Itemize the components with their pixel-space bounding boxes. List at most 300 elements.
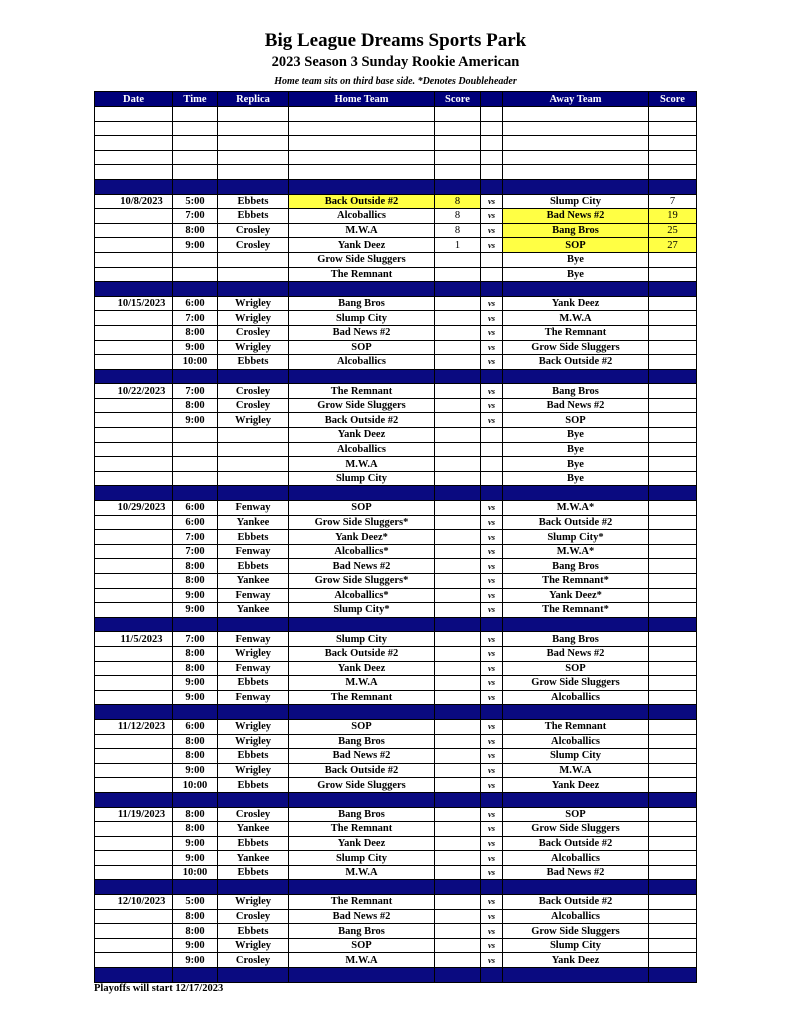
game-time: 7:00	[173, 311, 218, 326]
vs-label: vs	[481, 646, 503, 661]
vs-label: vs	[481, 661, 503, 676]
home-score	[435, 676, 481, 691]
blank-cell	[218, 136, 289, 151]
separator-cell	[503, 792, 649, 807]
blank-cell	[435, 150, 481, 165]
game-time: 8:00	[173, 661, 218, 676]
home-score	[435, 807, 481, 822]
away-team: Bye	[503, 252, 649, 267]
home-team: SOP	[289, 340, 435, 355]
vs-label: vs	[481, 296, 503, 311]
home-score	[435, 924, 481, 939]
game-replica: Crosley	[218, 953, 289, 968]
game-time: 5:00	[173, 895, 218, 910]
away-team: Grow Side Sluggers	[503, 676, 649, 691]
away-team: Bang Bros	[503, 384, 649, 399]
separator-cell	[649, 369, 697, 384]
away-team: SOP	[503, 238, 649, 253]
vs-label: vs	[481, 851, 503, 866]
game-row	[95, 646, 697, 661]
vs-label: vs	[481, 238, 503, 253]
away-team: Bad News #2	[503, 646, 649, 661]
separator-cell	[218, 486, 289, 501]
game-time: 8:00	[173, 749, 218, 764]
home-team: M.W.A	[289, 457, 435, 472]
blank-cell	[95, 107, 173, 122]
away-team: Bye	[503, 457, 649, 472]
away-team: Slump City	[503, 194, 649, 209]
week-separator	[95, 792, 697, 807]
game-date	[95, 223, 173, 238]
col-header-away-team: Away Team	[503, 92, 649, 107]
week-separator	[95, 486, 697, 501]
home-team: Yank Deez	[289, 428, 435, 443]
separator-cell	[435, 968, 481, 983]
away-score	[649, 559, 697, 574]
home-score	[435, 413, 481, 428]
blank-cell	[649, 136, 697, 151]
game-replica: Fenway	[218, 588, 289, 603]
home-team: Bad News #2	[289, 325, 435, 340]
blank-cell	[289, 107, 435, 122]
home-score	[435, 355, 481, 370]
away-score	[649, 749, 697, 764]
home-team: Back Outside #2	[289, 194, 435, 209]
game-replica: Ebbets	[218, 924, 289, 939]
away-score	[649, 763, 697, 778]
game-date	[95, 311, 173, 326]
game-row	[95, 574, 697, 589]
blank-cell	[481, 165, 503, 180]
game-replica: Wrigley	[218, 296, 289, 311]
game-time: 6:00	[173, 515, 218, 530]
vs-label	[481, 252, 503, 267]
separator-cell	[173, 369, 218, 384]
away-team: The Remnant*	[503, 603, 649, 618]
game-date	[95, 588, 173, 603]
blank-cell	[173, 136, 218, 151]
game-time: 8:00	[173, 398, 218, 413]
separator-cell	[173, 617, 218, 632]
away-score	[649, 719, 697, 734]
blank-cell	[218, 107, 289, 122]
away-team: Bye	[503, 442, 649, 457]
vs-label	[481, 428, 503, 443]
away-team: Grow Side Sluggers	[503, 340, 649, 355]
away-score	[649, 515, 697, 530]
separator-cell	[649, 179, 697, 194]
game-row	[95, 384, 697, 399]
game-row	[95, 501, 697, 516]
home-team: Alcoballics	[289, 355, 435, 370]
game-date	[95, 734, 173, 749]
separator-cell	[289, 968, 435, 983]
separator-cell	[503, 705, 649, 720]
game-replica	[218, 252, 289, 267]
home-score	[435, 836, 481, 851]
game-row	[95, 398, 697, 413]
away-score	[649, 836, 697, 851]
vs-label: vs	[481, 909, 503, 924]
separator-cell	[481, 705, 503, 720]
game-date	[95, 661, 173, 676]
home-score	[435, 822, 481, 837]
game-date	[95, 865, 173, 880]
home-score	[435, 646, 481, 661]
separator-cell	[95, 617, 173, 632]
separator-cell	[218, 617, 289, 632]
away-score	[649, 851, 697, 866]
vs-label: vs	[481, 384, 503, 399]
game-replica: Wrigley	[218, 413, 289, 428]
home-score	[435, 515, 481, 530]
away-team: Grow Side Sluggers	[503, 924, 649, 939]
away-team: Bye	[503, 267, 649, 282]
home-score	[435, 632, 481, 647]
game-replica: Wrigley	[218, 646, 289, 661]
vs-label	[481, 442, 503, 457]
game-date	[95, 690, 173, 705]
vs-label: vs	[481, 690, 503, 705]
away-score: 25	[649, 223, 697, 238]
blank-cell	[503, 150, 649, 165]
separator-cell	[481, 880, 503, 895]
game-date: 10/29/2023	[95, 501, 173, 516]
separator-cell	[503, 617, 649, 632]
game-time: 9:00	[173, 340, 218, 355]
game-replica: Ebbets	[218, 209, 289, 224]
away-score	[649, 267, 697, 282]
game-date	[95, 851, 173, 866]
week-separator	[95, 282, 697, 297]
away-score	[649, 938, 697, 953]
home-team: Alcoballics	[289, 209, 435, 224]
game-time: 9:00	[173, 763, 218, 778]
separator-cell	[649, 968, 697, 983]
vs-label: vs	[481, 544, 503, 559]
game-replica: Crosley	[218, 238, 289, 253]
game-replica: Fenway	[218, 661, 289, 676]
away-score	[649, 413, 697, 428]
game-time: 9:00	[173, 413, 218, 428]
separator-cell	[289, 705, 435, 720]
away-team: Bad News #2	[503, 398, 649, 413]
game-time: 8:00	[173, 325, 218, 340]
game-replica	[218, 267, 289, 282]
blank-cell	[173, 150, 218, 165]
home-team: Grow Side Sluggers	[289, 252, 435, 267]
away-score	[649, 311, 697, 326]
away-score	[649, 865, 697, 880]
separator-cell	[289, 880, 435, 895]
game-row	[95, 559, 697, 574]
game-row	[95, 588, 697, 603]
blank-cell	[173, 107, 218, 122]
game-time: 5:00	[173, 194, 218, 209]
page-subtitle: 2023 Season 3 Sunday Rookie American	[271, 54, 520, 70]
vs-label: vs	[481, 355, 503, 370]
home-team: The Remnant	[289, 690, 435, 705]
blank-cell	[435, 165, 481, 180]
vs-label: vs	[481, 588, 503, 603]
game-date	[95, 909, 173, 924]
separator-cell	[95, 369, 173, 384]
game-replica	[218, 442, 289, 457]
game-time: 9:00	[173, 603, 218, 618]
away-score	[649, 530, 697, 545]
separator-cell	[649, 486, 697, 501]
home-score	[435, 763, 481, 778]
home-team: Back Outside #2	[289, 413, 435, 428]
game-replica: Wrigley	[218, 938, 289, 953]
home-score	[435, 398, 481, 413]
game-time: 7:00	[173, 530, 218, 545]
game-date	[95, 938, 173, 953]
home-team: Back Outside #2	[289, 763, 435, 778]
home-team: Alcoballics*	[289, 544, 435, 559]
game-row	[95, 340, 697, 355]
game-row	[95, 603, 697, 618]
separator-cell	[649, 617, 697, 632]
separator-cell	[481, 968, 503, 983]
separator-cell	[218, 880, 289, 895]
game-row	[95, 530, 697, 545]
separator-cell	[435, 792, 481, 807]
week-separator	[95, 705, 697, 720]
blank-cell	[435, 121, 481, 136]
away-team: Slump City*	[503, 530, 649, 545]
away-team: Alcoballics	[503, 909, 649, 924]
game-time: 8:00	[173, 807, 218, 822]
home-score	[435, 734, 481, 749]
home-score	[435, 895, 481, 910]
away-score	[649, 603, 697, 618]
game-time: 9:00	[173, 836, 218, 851]
game-row	[95, 209, 697, 224]
vs-label: vs	[481, 924, 503, 939]
vs-label: vs	[481, 223, 503, 238]
game-row	[95, 734, 697, 749]
game-replica: Ebbets	[218, 676, 289, 691]
vs-label: vs	[481, 763, 503, 778]
away-score	[649, 588, 697, 603]
away-team: M.W.A*	[503, 544, 649, 559]
away-team: Bang Bros	[503, 559, 649, 574]
away-team: Bad News #2	[503, 209, 649, 224]
game-replica: Yankee	[218, 515, 289, 530]
game-row	[95, 953, 697, 968]
game-replica: Wrigley	[218, 719, 289, 734]
game-row	[95, 252, 697, 267]
game-replica: Crosley	[218, 223, 289, 238]
vs-label: vs	[481, 413, 503, 428]
separator-cell	[218, 179, 289, 194]
game-row	[95, 865, 697, 880]
game-row	[95, 895, 697, 910]
home-score	[435, 953, 481, 968]
game-replica: Ebbets	[218, 749, 289, 764]
away-team: Bad News #2	[503, 865, 649, 880]
away-score	[649, 734, 697, 749]
game-replica	[218, 457, 289, 472]
away-score	[649, 807, 697, 822]
home-team: M.W.A	[289, 223, 435, 238]
vs-label: vs	[481, 865, 503, 880]
home-team: Bad News #2	[289, 909, 435, 924]
home-score	[435, 574, 481, 589]
away-team: M.W.A	[503, 311, 649, 326]
away-score	[649, 428, 697, 443]
separator-cell	[95, 880, 173, 895]
blank-cell	[95, 136, 173, 151]
separator-cell	[289, 179, 435, 194]
game-replica: Ebbets	[218, 355, 289, 370]
separator-cell	[503, 179, 649, 194]
away-team: Alcoballics	[503, 734, 649, 749]
away-score	[649, 340, 697, 355]
vs-label: vs	[481, 340, 503, 355]
away-score	[649, 544, 697, 559]
separator-cell	[173, 179, 218, 194]
blank-row	[95, 107, 697, 122]
separator-cell	[435, 179, 481, 194]
game-row	[95, 544, 697, 559]
home-score	[435, 690, 481, 705]
away-team: The Remnant	[503, 325, 649, 340]
game-time: 8:00	[173, 646, 218, 661]
separator-cell	[481, 792, 503, 807]
game-row	[95, 428, 697, 443]
away-score	[649, 252, 697, 267]
game-time: 9:00	[173, 588, 218, 603]
home-score	[435, 778, 481, 793]
home-team: M.W.A	[289, 676, 435, 691]
game-date	[95, 252, 173, 267]
game-replica	[218, 428, 289, 443]
home-team: M.W.A	[289, 953, 435, 968]
home-team: Yank Deez	[289, 661, 435, 676]
vs-label: vs	[481, 311, 503, 326]
away-score: 27	[649, 238, 697, 253]
game-row	[95, 836, 697, 851]
away-score	[649, 924, 697, 939]
game-time: 8:00	[173, 574, 218, 589]
game-row	[95, 676, 697, 691]
home-score	[435, 252, 481, 267]
game-time: 8:00	[173, 734, 218, 749]
game-date: 10/22/2023	[95, 384, 173, 399]
game-time	[173, 442, 218, 457]
away-score	[649, 296, 697, 311]
separator-cell	[481, 179, 503, 194]
away-team: Yank Deez*	[503, 588, 649, 603]
separator-cell	[173, 968, 218, 983]
separator-cell	[435, 369, 481, 384]
away-team: Yank Deez	[503, 778, 649, 793]
blank-cell	[218, 150, 289, 165]
away-score	[649, 325, 697, 340]
home-score	[435, 865, 481, 880]
game-date	[95, 471, 173, 486]
home-team: Back Outside #2	[289, 646, 435, 661]
separator-cell	[435, 617, 481, 632]
game-time: 9:00	[173, 851, 218, 866]
game-replica: Wrigley	[218, 340, 289, 355]
away-team: Yank Deez	[503, 296, 649, 311]
game-date: 10/15/2023	[95, 296, 173, 311]
blank-row	[95, 165, 697, 180]
blank-cell	[503, 136, 649, 151]
table-header-row	[95, 92, 697, 107]
separator-cell	[503, 486, 649, 501]
game-date	[95, 603, 173, 618]
game-date	[95, 836, 173, 851]
separator-cell	[289, 486, 435, 501]
home-team: SOP	[289, 501, 435, 516]
separator-cell	[173, 282, 218, 297]
blank-cell	[218, 121, 289, 136]
home-team: Slump City*	[289, 603, 435, 618]
home-team: Slump City	[289, 471, 435, 486]
home-team: The Remnant	[289, 267, 435, 282]
game-replica: Crosley	[218, 384, 289, 399]
week-separator	[95, 617, 697, 632]
week-separator	[95, 880, 697, 895]
away-score: 19	[649, 209, 697, 224]
away-score: 7	[649, 194, 697, 209]
game-date	[95, 428, 173, 443]
away-team: Yank Deez	[503, 953, 649, 968]
game-time: 7:00	[173, 632, 218, 647]
home-score	[435, 325, 481, 340]
game-replica: Fenway	[218, 632, 289, 647]
game-time: 8:00	[173, 223, 218, 238]
game-replica: Ebbets	[218, 530, 289, 545]
separator-cell	[218, 369, 289, 384]
vs-label: vs	[481, 398, 503, 413]
away-team: Back Outside #2	[503, 895, 649, 910]
game-time: 9:00	[173, 953, 218, 968]
separator-cell	[95, 282, 173, 297]
home-score	[435, 457, 481, 472]
separator-cell	[481, 369, 503, 384]
game-row	[95, 267, 697, 282]
game-time: 10:00	[173, 865, 218, 880]
game-date	[95, 953, 173, 968]
separator-cell	[218, 968, 289, 983]
separator-cell	[503, 369, 649, 384]
game-date	[95, 325, 173, 340]
game-row	[95, 296, 697, 311]
game-date	[95, 574, 173, 589]
home-team: SOP	[289, 938, 435, 953]
home-score	[435, 384, 481, 399]
game-date	[95, 646, 173, 661]
vs-label: vs	[481, 938, 503, 953]
home-team: Bang Bros	[289, 924, 435, 939]
vs-label: vs	[481, 515, 503, 530]
home-team: The Remnant	[289, 895, 435, 910]
game-time: 9:00	[173, 676, 218, 691]
away-score	[649, 676, 697, 691]
separator-cell	[435, 880, 481, 895]
away-score	[649, 442, 697, 457]
game-row	[95, 238, 697, 253]
game-replica: Fenway	[218, 544, 289, 559]
home-team: Slump City	[289, 851, 435, 866]
away-team: M.W.A*	[503, 501, 649, 516]
away-score	[649, 471, 697, 486]
